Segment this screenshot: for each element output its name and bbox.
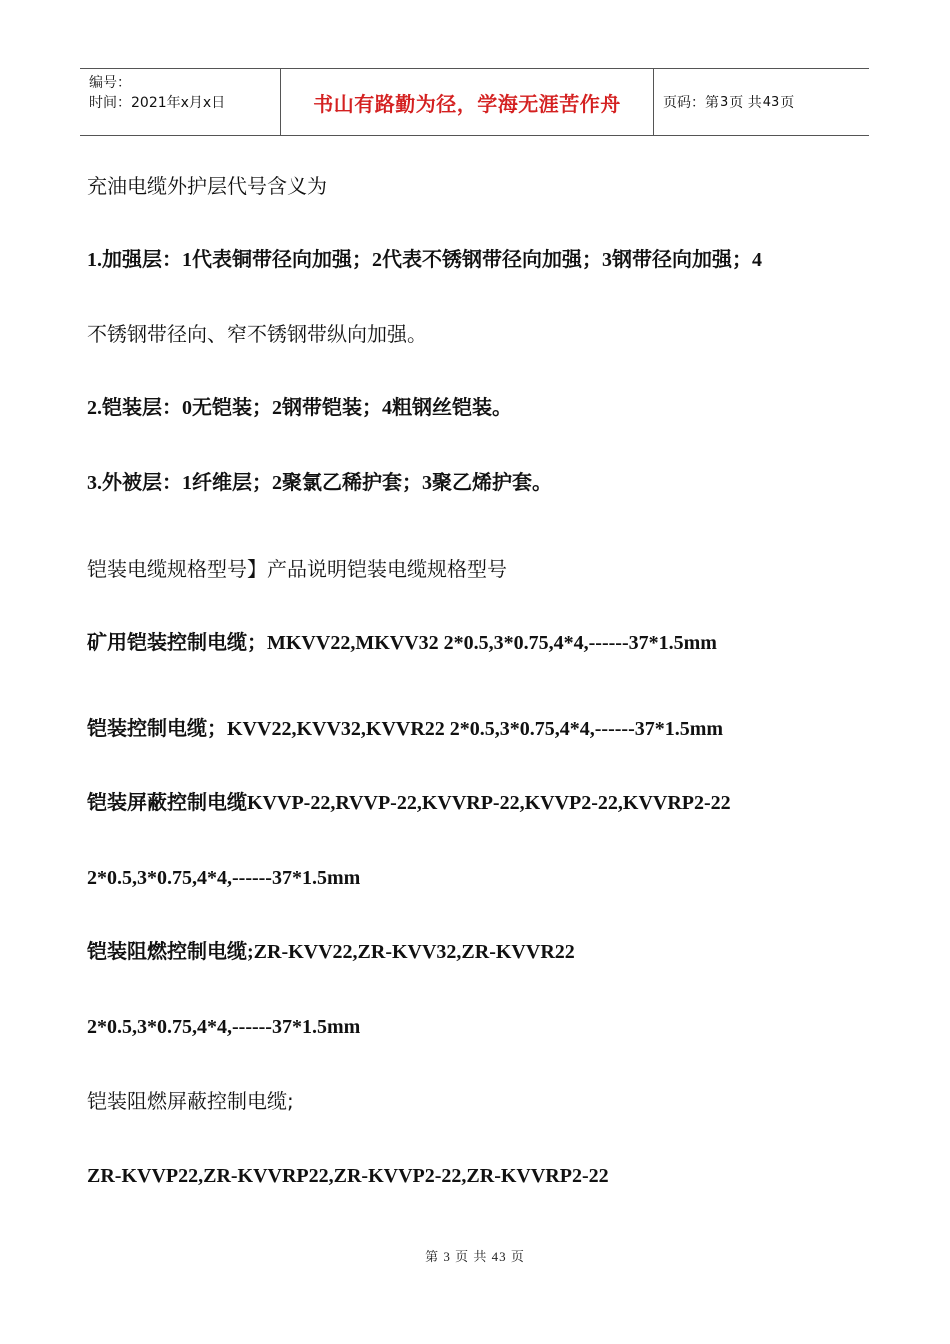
page-suffix: 页 xyxy=(780,95,795,111)
header-meta xyxy=(80,69,281,135)
page-total: 43 xyxy=(762,94,780,110)
paragraph-spec-heading: 铠装电缆规格型号】产品说明铠装电缆规格型号 xyxy=(87,557,507,581)
paragraph-shielded-control: 铠装屏蔽控制电缆KVVP-22,RVVP-22,KVVRP-22,KVVP2-22,KVVRP2-22 xyxy=(87,792,731,814)
paragraph-flame-shielded: 铠装阻燃屏蔽控制电缆; xyxy=(87,1089,294,1113)
paragraph-shielded-spec: 2*0.5,3*0.75,4*4,------37*1.5mm xyxy=(87,867,361,889)
page-header xyxy=(80,68,869,136)
header-page-number xyxy=(654,69,869,135)
paragraph-reinforcement-cont: 不锈钢带径向、窄不锈钢带纵向加强。 xyxy=(87,322,427,346)
paragraph-reinforcement: 1.加强层：1代表铜带径向加强；2代表不锈钢带径向加强；3钢带径向加强；4 xyxy=(87,249,762,271)
paragraph-flame-retardant: 铠装阻燃控制电缆;ZR-KVV22,ZR-KVV32,ZR-KVVR22 xyxy=(87,941,575,963)
paragraph-armored-control: 铠装控制电缆；KVV22,KVV32,KVVR22 2*0.5,3*0.75,4*4,------37*1.5mm xyxy=(87,718,724,740)
paragraph-sheath: 3.外被层：1纤维层；2聚氯乙稀护套；3聚乙烯护套。 xyxy=(87,472,552,494)
time-label: 时间：2021年x月x日 xyxy=(89,95,226,111)
paragraph-flame-retardant-spec: 2*0.5,3*0.75,4*4,------37*1.5mm xyxy=(87,1016,361,1038)
page-footer: 第 3 页 共 43 页 xyxy=(425,1249,525,1264)
header-motto: 书山有路勤为径，学海无涯苦作舟 xyxy=(281,69,654,135)
paragraph-armor: 2.铠装层：0无铠装；2钢带铠装；4粗钢丝铠装。 xyxy=(87,397,512,419)
paragraph-mining-cable: 矿用铠装控制电缆；MKVV22,MKVV32 2*0.5,3*0.75,4*4,------37*1.5mm xyxy=(87,632,717,654)
serial-label: 编号： xyxy=(89,75,131,91)
page-current: 3 xyxy=(720,94,729,110)
page-prefix: 页码：第 xyxy=(663,95,719,111)
paragraph-flame-shielded-models: ZR-KVVP22,ZR-KVVRP22,ZR-KVVP2-22,ZR-KVVRP2-22 xyxy=(87,1165,609,1187)
page-middle: 页 共 xyxy=(729,95,762,111)
paragraph-intro: 充油电缆外护层代号含义为 xyxy=(87,174,327,198)
